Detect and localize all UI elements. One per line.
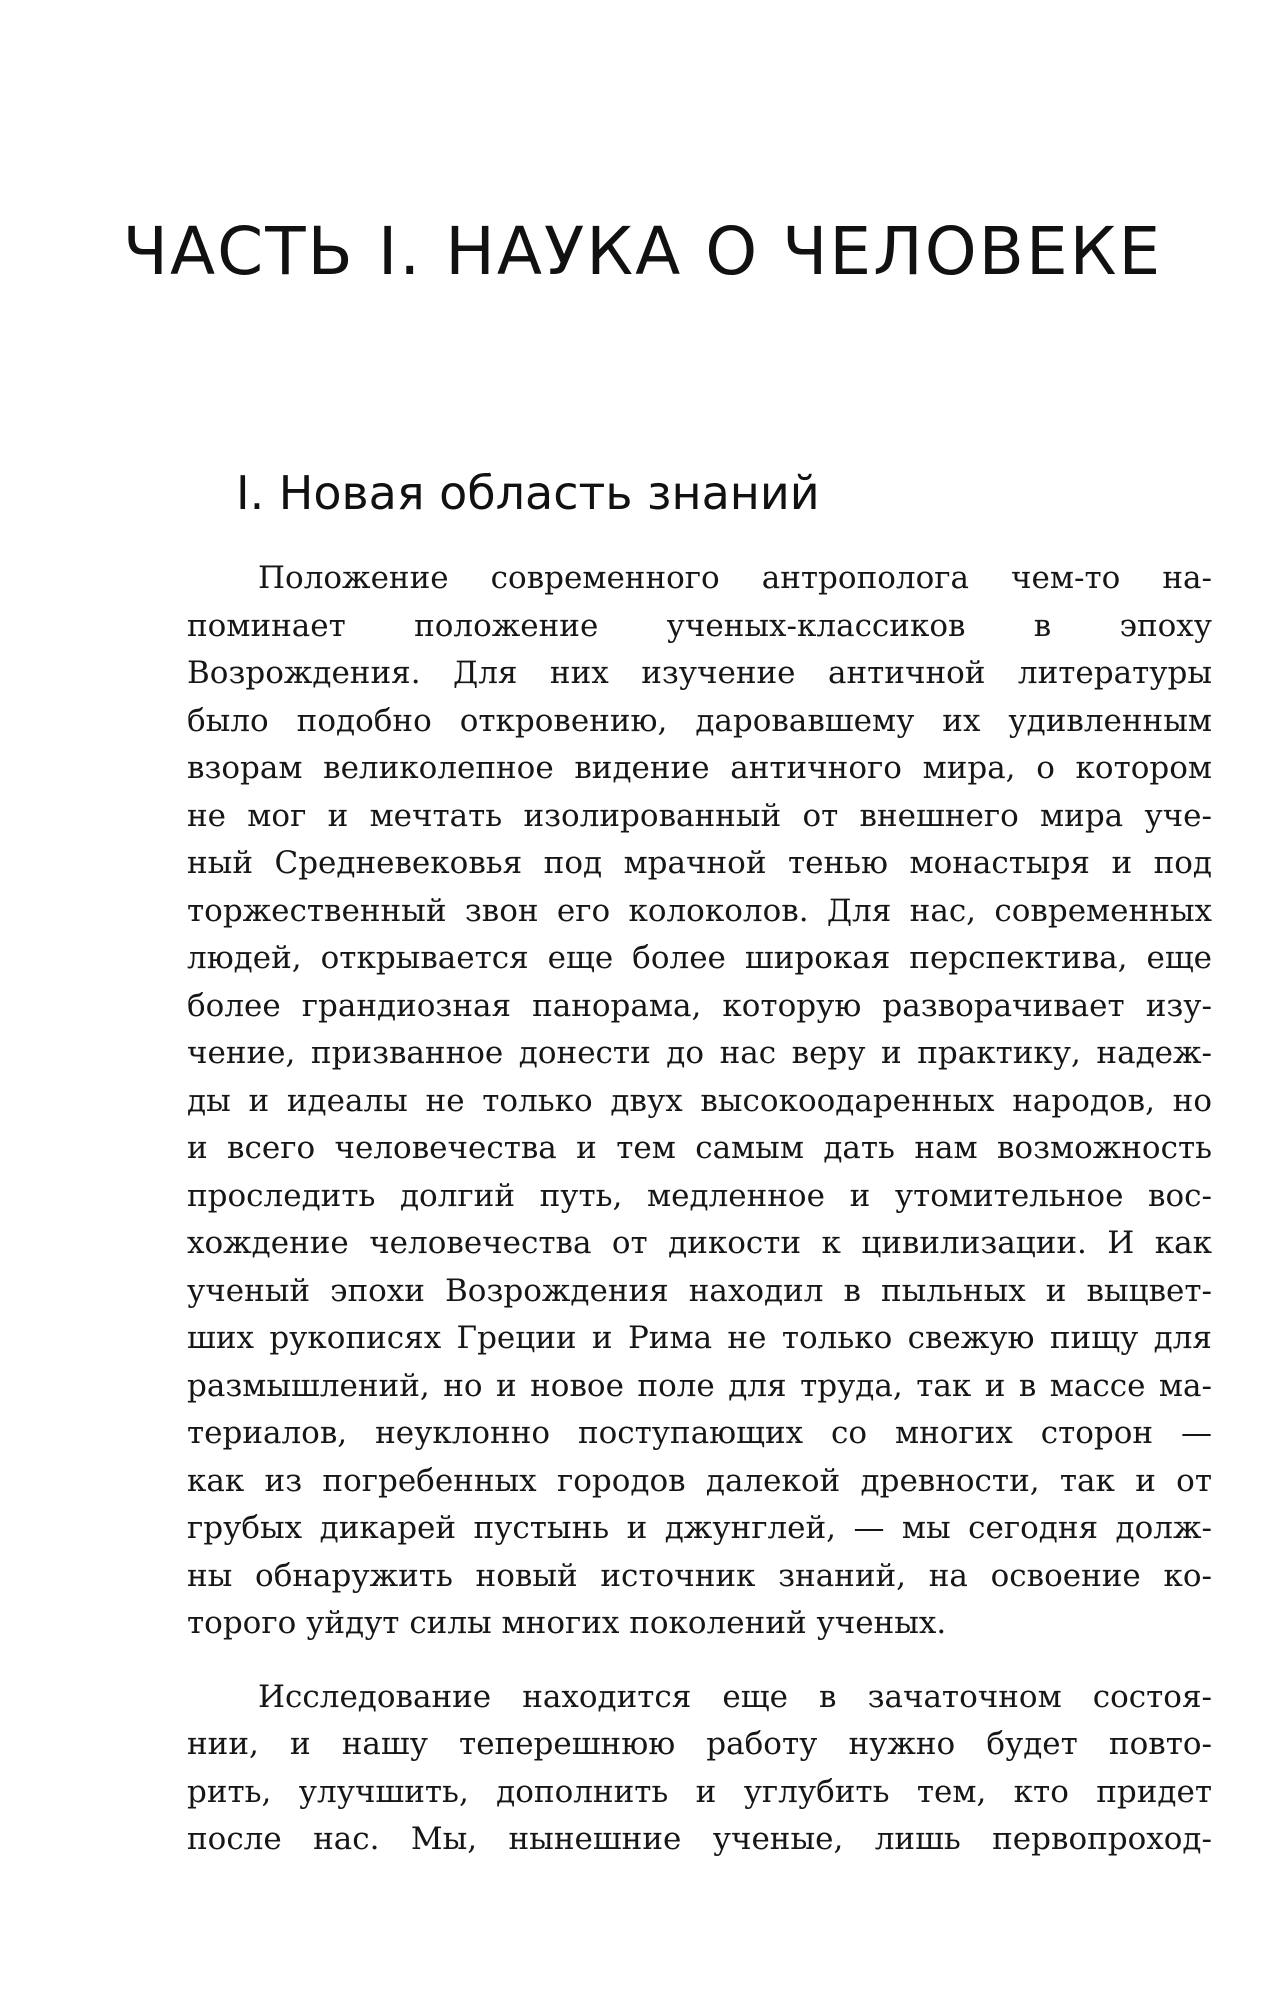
text-line: и всего человечества и тем самым дать нам возможность xyxy=(187,1130,1212,1166)
text-line: рить, улучшить, дополнить и углубить тем, кто придет xyxy=(187,1773,1212,1810)
text-line: взорам великолепное видение античного мира, о котором xyxy=(187,750,1212,786)
text-line: было подобно откровению, даровавшему их удивленным xyxy=(187,702,1212,739)
part-title: ЧАСТЬ I. НАУКА О ЧЕЛОВЕКЕ xyxy=(122,213,1163,290)
text-line: ны обнаружить новый источник знаний, на освоение ко- xyxy=(187,1557,1212,1594)
text-line: не мог и мечтать изолированный от внешнего мира уче- xyxy=(187,797,1212,834)
text-line: поминает положение ученых-классиков в эпоху xyxy=(187,607,1212,644)
text-line: проследить долгий путь, медленное и утомительное вос- xyxy=(187,1177,1212,1214)
text-line: торжественный звон его колоколов. Для нас, современных xyxy=(187,892,1212,929)
text-line: торого уйдут силы многих поколений ученых. xyxy=(187,1605,947,1641)
paragraph-2 xyxy=(187,1674,1212,1864)
text-line: Возрождения. Для них изучение античной литературы xyxy=(187,655,1212,691)
text-line: более грандиозная панорама, которую разворачивает изу- xyxy=(187,987,1212,1024)
text-line: размышлений, но и новое поле для труда, так и в массе ма- xyxy=(187,1367,1212,1404)
text-line: нии, и нашу теперешнюю работу нужно будет повто- xyxy=(187,1726,1212,1762)
text-line: ших рукописях Греции и Рима не только свежую пищу для xyxy=(187,1320,1212,1356)
paragraph-spacer xyxy=(187,1648,1212,1674)
text-line: ды и идеалы не только двух высокоодаренных народов, но xyxy=(187,1082,1212,1119)
text-line: териалов, неуклонно поступающих со многих сторон — xyxy=(187,1415,1212,1451)
text-line: Положение современного антрополога чем-то на- xyxy=(258,560,1212,596)
text-line: грубых дикарей пустынь и джунглей, — мы сегодня долж- xyxy=(187,1510,1212,1546)
section-title: I. Новая область знаний xyxy=(236,466,820,520)
body-text xyxy=(187,555,1212,1864)
text-line: после нас. Мы, нынешние ученые, лишь первопроход- xyxy=(187,1821,1212,1857)
text-line: ученый эпохи Возрождения находил в пыльных и выцвет- xyxy=(187,1272,1212,1309)
text-line: как из погребенных городов далекой древности, так и от xyxy=(187,1462,1212,1499)
text-line: людей, открывается еще более широкая перспектива, еще xyxy=(187,940,1212,976)
paragraph-1 xyxy=(187,555,1212,1648)
text-line: ный Средневековья под мрачной тенью монастыря и под xyxy=(187,845,1212,881)
text-line: хождение человечества от дикости к цивилизации. И как xyxy=(187,1225,1212,1261)
text-line: Исследование находится еще в зачаточном состоя- xyxy=(258,1678,1212,1715)
text-line: чение, призванное донести до нас веру и практику, надеж- xyxy=(187,1035,1212,1071)
